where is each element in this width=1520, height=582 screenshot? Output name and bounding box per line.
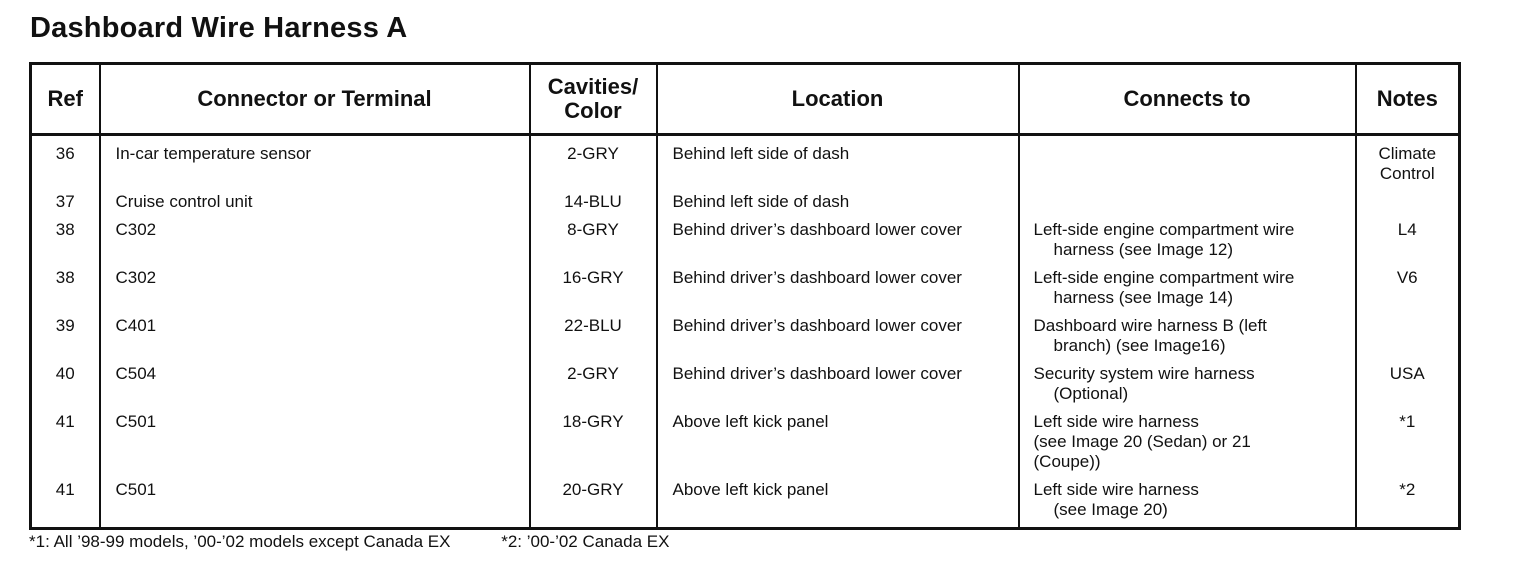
- ref-cell: 37: [31, 184, 100, 212]
- cavities-cell: 18-GRY: [530, 404, 657, 472]
- connects-to-line: Left-side engine compartment wire: [1033, 268, 1295, 287]
- header-connector: Connector or Terminal: [100, 64, 530, 135]
- connects-to-cell: [1019, 260, 1356, 308]
- table-row: [31, 356, 1460, 404]
- ref-cell: 38: [31, 212, 100, 260]
- location-cell: Behind driver’s dashboard lower cover: [657, 356, 1019, 404]
- ref-cell: 40: [31, 356, 100, 404]
- table-row: [31, 308, 1460, 356]
- connector-cell: C302: [100, 260, 530, 308]
- notes-cell: [1356, 135, 1460, 185]
- header-location: Location: [657, 64, 1019, 135]
- location-cell: Above left kick panel: [657, 472, 1019, 529]
- header-ref: Ref: [31, 64, 100, 135]
- table-row: [31, 404, 1460, 472]
- cavities-cell: 2-GRY: [530, 356, 657, 404]
- connects-to-cell: [1019, 308, 1356, 356]
- connects-to-line: (Coupe)): [1033, 452, 1101, 471]
- notes-line: Control: [1379, 164, 1435, 183]
- location-cell: Behind driver’s dashboard lower cover: [657, 212, 1019, 260]
- notes-cell: [1356, 260, 1460, 308]
- header-cavities: [530, 64, 657, 135]
- connects-to-line: Security system wire harness: [1033, 364, 1255, 383]
- notes-line: Climate: [1378, 144, 1437, 163]
- location-cell: Behind left side of dash: [657, 184, 1019, 212]
- notes-cell: [1356, 472, 1460, 529]
- connects-to-cell: [1019, 472, 1356, 529]
- ref-cell: 41: [31, 404, 100, 472]
- connects-to-line: Left-side engine compartment wire: [1033, 220, 1295, 239]
- connects-to-line: harness (see Image 14): [1053, 288, 1234, 307]
- location-cell: Behind left side of dash: [657, 135, 1019, 185]
- cavities-cell: 2-GRY: [530, 135, 657, 185]
- ref-cell: 36: [31, 135, 100, 185]
- table-row: [31, 260, 1460, 308]
- location-cell: Behind driver’s dashboard lower cover: [657, 260, 1019, 308]
- table-row: [31, 135, 1460, 185]
- header-connects-to: Connects to: [1019, 64, 1356, 135]
- connects-to-cell: [1019, 135, 1356, 185]
- header-notes: Notes: [1356, 64, 1460, 135]
- connects-to-line: Left side wire harness: [1033, 480, 1199, 499]
- connects-to-cell: [1019, 404, 1356, 472]
- connects-to-cell: [1019, 184, 1356, 212]
- table-row: [31, 184, 1460, 212]
- connects-to-line: Dashboard wire harness B (left: [1033, 316, 1267, 335]
- notes-cell: [1356, 404, 1460, 472]
- notes-cell: [1356, 212, 1460, 260]
- notes-cell: [1356, 308, 1460, 356]
- header-row: [31, 64, 1460, 135]
- connector-cell: C501: [100, 404, 530, 472]
- footnotes: [29, 532, 669, 552]
- ref-cell: 39: [31, 308, 100, 356]
- footnote-1: *1: All ’98-99 models, ’00-’02 models except Canada EX: [29, 532, 451, 551]
- connector-cell: C302: [100, 212, 530, 260]
- connects-to-cell: [1019, 356, 1356, 404]
- connects-to-line: (Optional): [1053, 384, 1129, 403]
- notes-cell: [1356, 356, 1460, 404]
- footnote-2: *2: ’00-’02 Canada EX: [501, 532, 670, 551]
- harness-table: [29, 62, 1461, 530]
- location-cell: Above left kick panel: [657, 404, 1019, 472]
- notes-cell: [1356, 184, 1460, 212]
- cavities-cell: 22-BLU: [530, 308, 657, 356]
- connector-cell: C501: [100, 472, 530, 529]
- notes-line: *1: [1399, 412, 1416, 431]
- connects-to-line: branch) (see Image16): [1053, 336, 1226, 355]
- connector-cell: C504: [100, 356, 530, 404]
- table-body: [31, 135, 1460, 529]
- notes-line: *2: [1399, 480, 1416, 499]
- location-cell: Behind driver’s dashboard lower cover: [657, 308, 1019, 356]
- connects-to-line: (see Image 20): [1053, 500, 1168, 519]
- cavities-cell: 8-GRY: [530, 212, 657, 260]
- table-row: [31, 212, 1460, 260]
- connector-cell: C401: [100, 308, 530, 356]
- notes-line: USA: [1389, 364, 1425, 383]
- connector-cell: In-car temperature sensor: [100, 135, 530, 185]
- connector-cell: Cruise control unit: [100, 184, 530, 212]
- cavities-cell: 16-GRY: [530, 260, 657, 308]
- header-cavities-line2: Color: [564, 98, 622, 123]
- connects-to-line: (see Image 20 (Sedan) or 21: [1033, 432, 1251, 451]
- header-cavities-line1: Cavities/: [547, 74, 639, 99]
- notes-line: L4: [1397, 220, 1417, 239]
- connects-to-line: harness (see Image 12): [1053, 240, 1234, 259]
- notes-line: V6: [1396, 268, 1418, 287]
- connects-to-cell: [1019, 212, 1356, 260]
- connects-to-line: Left side wire harness: [1033, 412, 1199, 431]
- cavities-cell: 20-GRY: [530, 472, 657, 529]
- ref-cell: 38: [31, 260, 100, 308]
- page-title: Dashboard Wire Harness A: [30, 12, 408, 44]
- ref-cell: 41: [31, 472, 100, 529]
- cavities-cell: 14-BLU: [530, 184, 657, 212]
- table-row: [31, 472, 1460, 529]
